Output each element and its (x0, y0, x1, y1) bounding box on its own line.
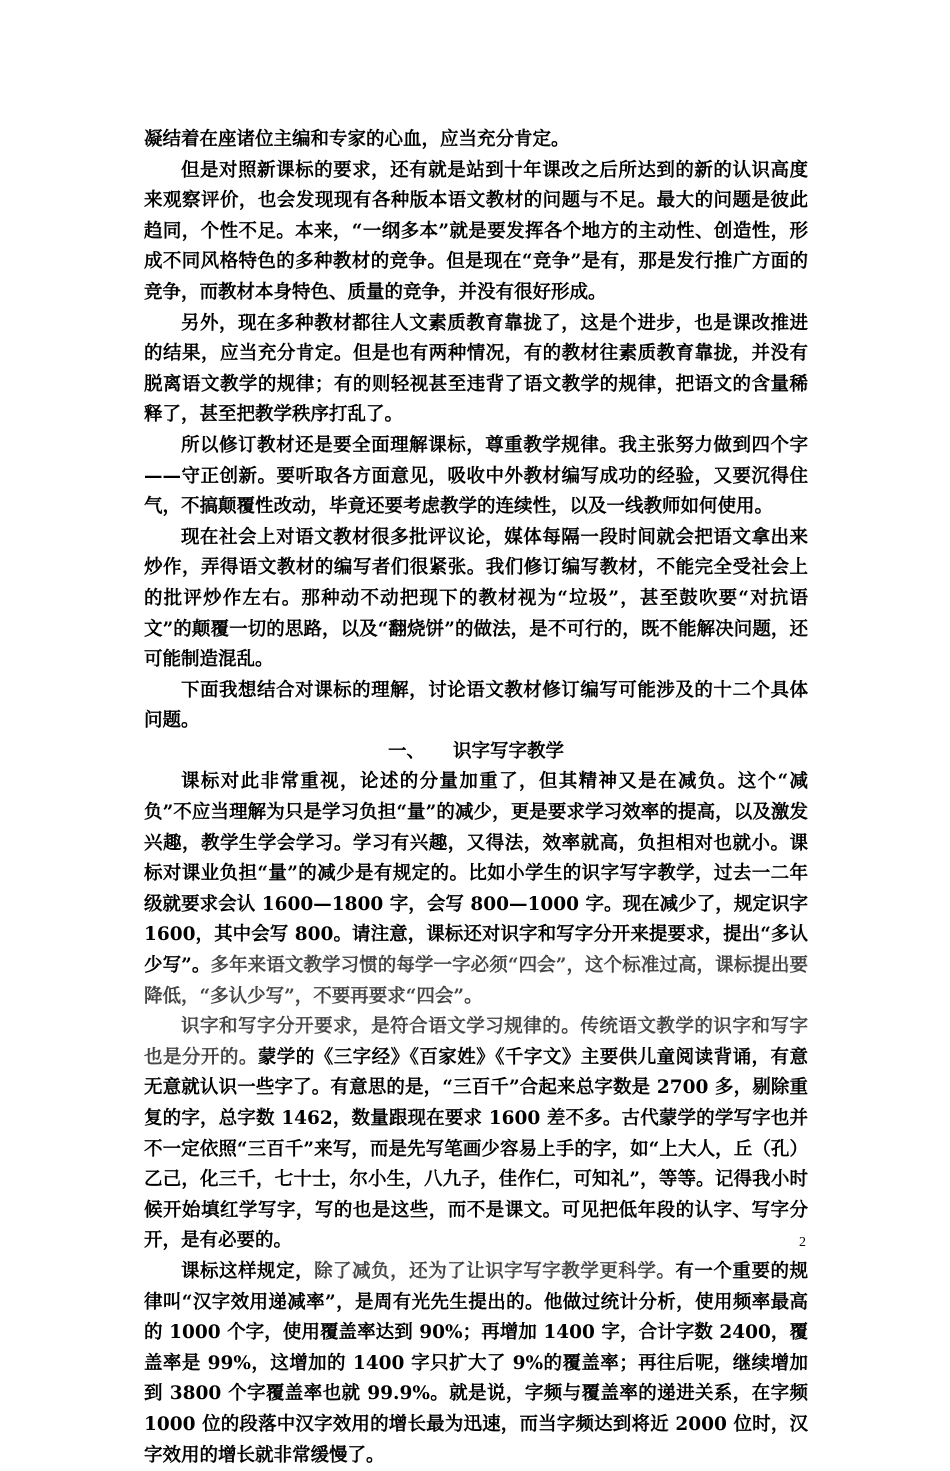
section-title: 识字写字教学 (453, 740, 565, 762)
paragraph-3: 所以修订教材还是要全面理解课标，尊重教学规律。我主张努力做到四个字——守正创新。要听取各方面意见，吸收中外教材编写成功的经验，又要沉得住气，不搞颠覆性改动，毕竟还要考虑教学的连续性，以及一线教师如何使用。 (144, 434, 808, 518)
paragraph-5: 下面我想结合对课标的理解，讨论语文教材修订编写可能涉及的十二个具体问题。 (144, 679, 808, 732)
section-number: 一、 (387, 740, 425, 762)
paragraph-8 (144, 1257, 808, 1471)
section-heading (144, 737, 808, 768)
paragraph-8-part-c: 有一个重要的规律叫“汉字效用递减率”，是周有光先生提出的。他做过统计分析，使用频率最高的 1000 个字，使用覆盖率达到 90%；再增加 1400 字，合计字数 2400，覆盖率是 99%，这增加的 1400 字只扩大了 9%的覆盖率；再往后呢，继续增加到 3800 个字覆盖率也就 99.9%。就是说，字频与覆盖率的递进关系，在字频 1000 位的段落中汉字效用的增长最为迅速，而当字频达到将近 2000 位时，汉字效用的增长就非常缓慢了。 (144, 1260, 808, 1466)
paragraph-7-part-a: 识字和写字分开要求，是符合语文学习规律的。传统语文教学的识字和写字也是分开的。 (144, 1016, 808, 1068)
paragraph-0: 凝结着在座诸位主编和专家的心血，应当充分肯定。 (144, 129, 570, 150)
paragraph-1: 但是对照新课标的要求，还有就是站到十年课改之后所达到的新的认识高度来观察评价，也会发现现有各种版本语文教材的问题与不足。最大的问题是彼此趋同，个性不足。本来，“一纲多本”就是要发挥各个地方的主动性、创造性，形成不同风格特色的多种教材的竞争。但是现在“竞争”是有，那是发行推广方面的竞争，而教材本身特色、质量的竞争，并没有很好形成。 (144, 159, 808, 303)
paragraph-6 (144, 767, 808, 1012)
document-body (144, 125, 808, 1471)
paragraph-8-part-a: 课标这样规定， (181, 1260, 315, 1282)
paragraph-6-part-b: 多年来语文教学习惯的每学一字必须“四会”，这个标准过高，课标提出要降低，“多认少写”，不要再要求“四会”。 (144, 955, 808, 1007)
paragraph-7 (144, 1012, 808, 1257)
paragraph-4: 现在社会上对语文教材很多批评议论，媒体每隔一段时间就会把语文拿出来炒作，弄得语文教材的编写者们很紧张。我们修订编写教材，不能完全受社会上的批评炒作左右。那种动不动把现下的教材视为“垃圾”，甚至鼓吹要“对抗语文”的颠覆一切的思路，以及“翻烧饼”的做法，是不可行的，既不能解决问题，还可能制造混乱。 (144, 526, 808, 671)
paragraph-7-part-b: 蒙学的《三字经》《百家姓》《千字文》主要供儿童阅读背诵，有意无意就认识一些字了。有意思的是，“三百千”合起来总字数是 2700 多，剔除重复的字，总字数 1462，数量跟现在要求 1600 差不多。古代蒙学的学写字也并不一定依照“三百千”来写，而是先写笔画少容易上手的字，如“上大人，丘（孔）乙己，化三千，七十士，尔小生，八九子，佳作仁，可知礼”，等等。记得我小时候开始填红学写字，写的也是这些，而不是课文。可见把低年段的认字、写字分开，是有必要的。 (144, 1046, 808, 1252)
paragraph-2: 另外，现在多种教材都往人文素质教育靠拢了，这是个进步，也是课改推进的结果，应当充分肯定。但是也有两种情况，有的教材往素质教育靠拢，并没有脱离语文教学的规律；有的则轻视甚至违背了语文教学的规律，把语文的含量稀释了，甚至把教学秩序打乱了。 (144, 312, 808, 426)
page-number: 2 (799, 1235, 806, 1250)
paragraph-6-part-a: 课标对此非常重视，论述的分量加重了，但其精神又是在减负。这个“减负”不应当理解为只是学习负担“量”的减少，更是要求学习效率的提高，以及激发兴趣，教学生学会学习。学习有兴趣，又得法，效率就高，负担相对也就小。课标对课业负担“量”的减少是有规定的。比如小学生的识字写字教学，过去一二年级就要求会认 1600—1800 字，会写 800—1000 字。现在减少了，规定识字 1600，其中会写 800。请注意，课标还对识字和写字分开来提要求，提出“多认少写”。 (144, 771, 808, 977)
paragraph-8-part-b: 除了减负，还为了让识字写字教学更科学。 (314, 1260, 676, 1282)
